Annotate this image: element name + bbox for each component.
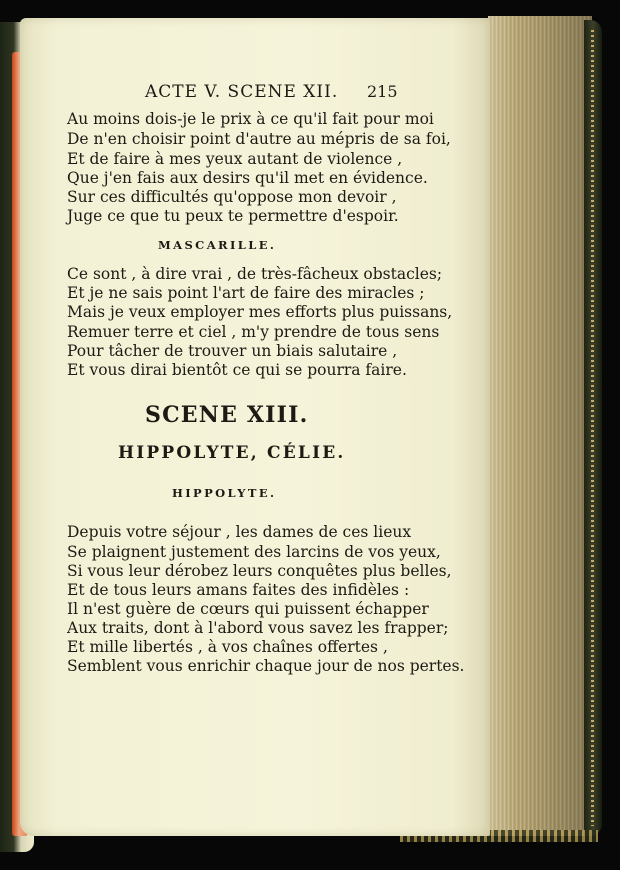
verse-line: Ce sont , à dire vrai , de très-fâcheux obstacles; <box>67 265 443 283</box>
verse-line: Sur ces difficultés qu'oppose mon devoir , <box>67 188 397 206</box>
verse-line: Depuis votre séjour , les dames de ces lieux <box>67 523 412 541</box>
speaker-name: MASCARILLE. <box>158 238 277 252</box>
right-cover <box>584 20 602 836</box>
speaker-name: HIPPOLYTE. <box>172 486 277 500</box>
character-list: HIPPOLYTE, CÉLIE. <box>118 443 346 463</box>
verse-line: Semblent vous enrichir chaque jour de nos pertes. <box>67 657 465 675</box>
verse-line: Si vous leur dérobez leurs conquêtes plus belles, <box>67 562 452 580</box>
running-head: ACTE V. SCENE XII. <box>145 82 339 102</box>
verse-line: Se plaignent justement des larcins de vos yeux, <box>67 543 441 561</box>
verse-line: Remuer terre et ciel , m'y prendre de tous sens <box>67 323 440 341</box>
verse-line: Pour tâcher de trouver un biais salutaire , <box>67 342 398 360</box>
verse-line: Aux traits, dont à l'abord vous savez les frapper; <box>67 619 449 637</box>
verse-line: Au moins dois-je le prix à ce qu'il fait pour moi <box>67 110 434 128</box>
verse-line: Et mille libertés , à vos chaînes offertes , <box>67 638 388 656</box>
page-block-edges <box>488 16 592 836</box>
verse-line: Et je ne sais point l'art de faire des miracles ; <box>67 284 425 302</box>
scene-title: SCENE XIII. <box>145 402 309 428</box>
verse-line: Et de faire à mes yeux autant de violence , <box>67 150 403 168</box>
verse-line: Et de tous leurs amans faites des infidèles : <box>67 581 410 599</box>
verse-line: Et vous dirai bientôt ce qui se pourra faire. <box>67 361 407 379</box>
page-number: 215 <box>367 82 398 101</box>
verse-line: Mais je veux employer mes efforts plus puissans, <box>67 303 453 321</box>
verse-line: De n'en choisir point d'autre au mépris de sa foi, <box>67 130 451 148</box>
verse-line: Il n'est guère de cœurs qui puissent échapper <box>67 600 429 618</box>
verse-line: Juge ce que tu peux te permettre d'espoir. <box>67 207 399 225</box>
verse-line: Que j'en fais aux desirs qu'il met en évidence. <box>67 169 428 187</box>
